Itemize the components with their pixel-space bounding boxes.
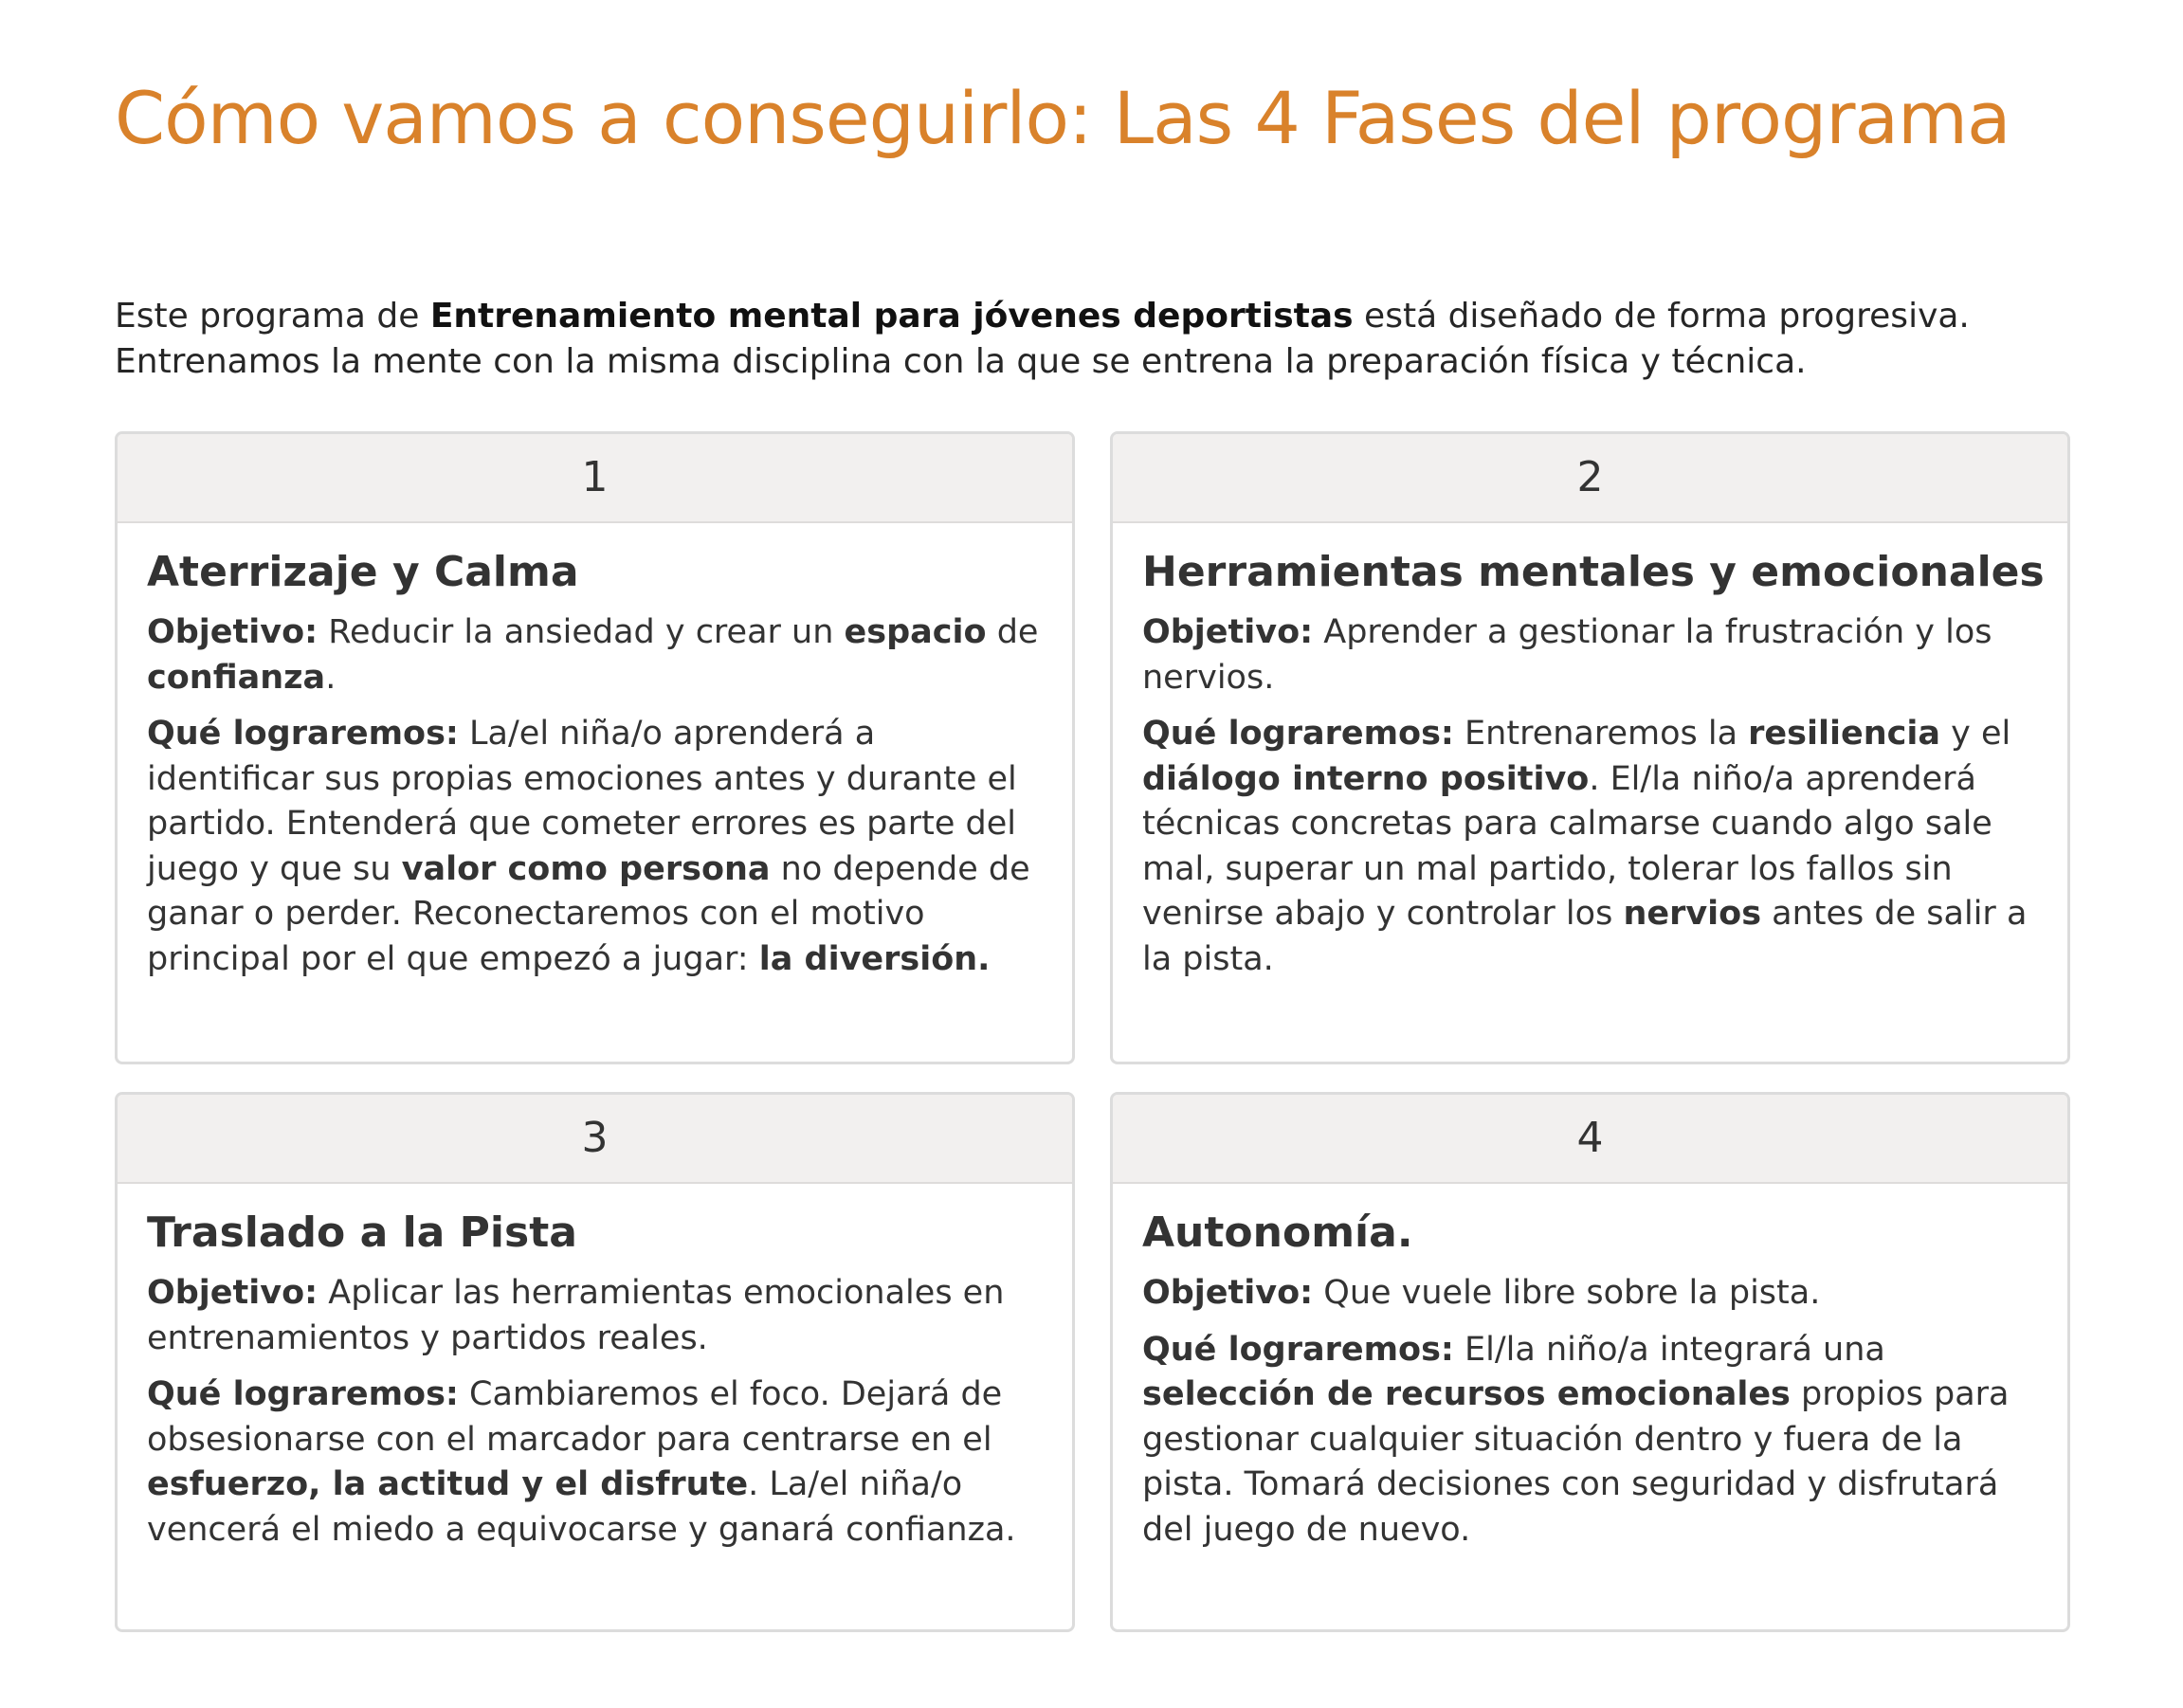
- achieve-highlight: diálogo interno positivo: [1142, 759, 1590, 798]
- achieve-text: antes de salir a la pista.: [1142, 895, 2028, 978]
- achieve-highlight: valor como persona: [401, 849, 771, 888]
- phase-achievements: [147, 1372, 1044, 1553]
- phase-title: Herramientas mentales y emocionales: [1142, 548, 2045, 596]
- phase-number: 2: [1113, 434, 2067, 523]
- phase-body: [118, 1184, 1072, 1553]
- achieve-highlight: resiliencia: [1748, 715, 1941, 753]
- phase-body: [118, 523, 1072, 982]
- objective-text: Que vuele libre sobre la pista.: [1313, 1274, 1821, 1312]
- phase-card-2: [1110, 431, 2070, 1064]
- intro-line-2: Entrenamos la mente con la misma disciplina con la que se entrena la preparación física y técnica.: [115, 342, 1807, 381]
- phase-title: Traslado a la Pista: [147, 1208, 577, 1257]
- phase-objective: [147, 1271, 1044, 1361]
- phase-card-3: [115, 1092, 1075, 1632]
- achieve-text: La/el niña/o aprenderá a identificar sus propias emociones antes y durante el partido. Entenderá que cometer errores es parte del juego y que su: [147, 715, 1017, 888]
- phase-body: [1113, 1184, 2067, 1553]
- phase-card-4: [1110, 1092, 2070, 1632]
- intro-paragraph: [115, 294, 2086, 385]
- phase-objective: [1142, 1271, 2039, 1317]
- objective-highlight: confianza: [147, 658, 326, 697]
- achieve-text: Cambiaremos el foco. Dejará de obsesionarse con el marcador para centrarse en el: [147, 1375, 1003, 1459]
- phase-title: Aterrizaje y Calma: [147, 548, 579, 596]
- program-name: Entrenamiento mental para jóvenes deportistas: [429, 297, 1354, 336]
- phase-objective: [147, 610, 1044, 700]
- phase-body: [1113, 523, 2067, 982]
- achieve-label: Qué lograremos:: [147, 1375, 459, 1413]
- intro-text: está diseñado de forma progresiva.: [1353, 297, 1970, 336]
- achieve-text: El/la niño/a integrará una: [1453, 1330, 1885, 1369]
- phase-number: 4: [1113, 1095, 2067, 1184]
- achieve-text: propios para gestionar cualquier situación dentro y fuera de la pista. Tomará decisiones con seguridad y disfrutará del juego de nuevo.: [1142, 1375, 2010, 1549]
- objective-text: Aprender a gestionar la frustración y los nervios.: [1142, 613, 1992, 697]
- phase-title: Autonomía.: [1142, 1208, 1413, 1257]
- achieve-label: Qué lograremos:: [147, 715, 459, 753]
- achieve-highlight: esfuerzo, la actitud y el disfrute: [147, 1465, 749, 1503]
- achieve-highlight: nervios: [1623, 895, 1762, 933]
- achieve-text: no depende de ganar o perder. Reconectaremos con el motivo principal por el que empezó a jugar:: [147, 849, 1030, 978]
- objective-label: Objetivo:: [1142, 1274, 1314, 1312]
- phase-number: 3: [118, 1095, 1072, 1184]
- intro-text: Este programa de: [115, 297, 430, 336]
- objective-text: .: [325, 658, 337, 697]
- phase-achievements: [1142, 1328, 2039, 1554]
- achieve-text: Entrenaremos la: [1453, 715, 1749, 753]
- achieve-highlight: la diversión.: [758, 939, 991, 978]
- phase-objective: [1142, 610, 2039, 700]
- achieve-label: Qué lograremos:: [1142, 1330, 1454, 1369]
- page-title: Cómo vamos a conseguirlo: Las 4 Fases del programa: [115, 76, 2010, 160]
- objective-text: Aplicar las herramientas emocionales en entrenamientos y partidos reales.: [147, 1274, 1005, 1357]
- objective-label: Objetivo:: [1142, 613, 1314, 651]
- objective-text: de: [986, 613, 1039, 651]
- objective-highlight: espacio: [844, 613, 987, 651]
- achieve-text: y el: [1940, 715, 2011, 753]
- objective-label: Objetivo:: [147, 1274, 318, 1312]
- intro-line-1: [115, 294, 2086, 339]
- achieve-text: . La/el niña/o vencerá el miedo a equivocarse y ganará confianza.: [147, 1465, 1016, 1549]
- achieve-highlight: selección de recursos emocionales: [1142, 1375, 1791, 1413]
- objective-text: Reducir la ansiedad y crear un: [318, 613, 845, 651]
- phase-achievements: [1142, 712, 2039, 982]
- phase-achievements: [147, 712, 1044, 982]
- achieve-text: . El/la niño/a aprenderá técnicas concretas para calmarse cuando algo sale mal, superar un mal partido, tolerar los fallos sin venirse abajo y controlar los: [1142, 759, 1992, 933]
- phase-number: 1: [118, 434, 1072, 523]
- phase-card-1: [115, 431, 1075, 1064]
- achieve-label: Qué lograremos:: [1142, 715, 1454, 753]
- objective-label: Objetivo:: [147, 613, 318, 651]
